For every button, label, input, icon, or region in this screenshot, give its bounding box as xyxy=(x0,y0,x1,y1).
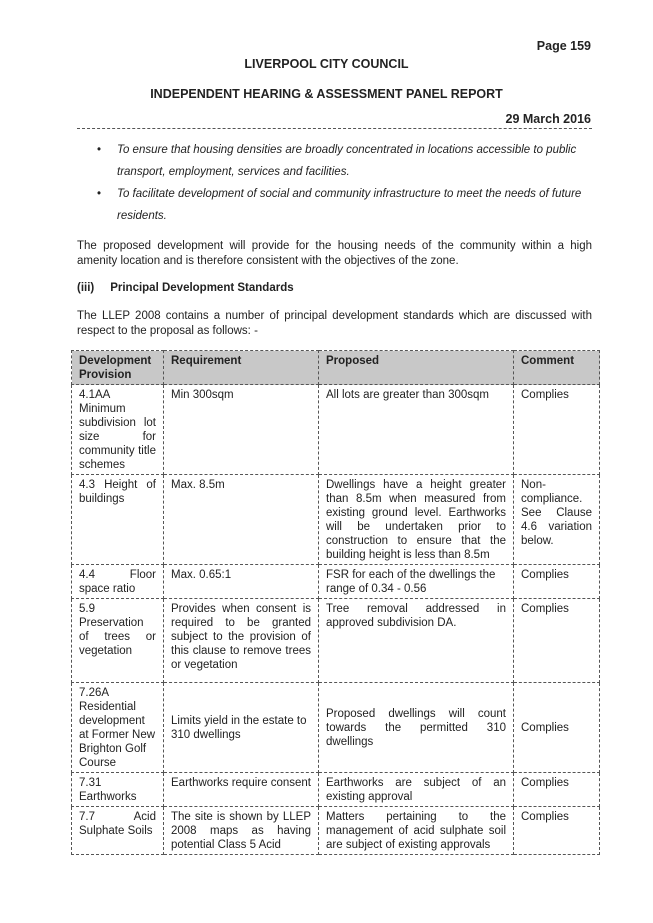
table-cell: Dwellings have a height greater than 8.5m when measured from existing ground level. Earthworks will be undertaken prior to construction to ensure that the building height is less than 8.5m xyxy=(319,475,514,565)
table-cell: 7.31 Earthworks xyxy=(72,773,164,807)
subheading-number: (iii) xyxy=(77,282,95,294)
table-cell: 4.4 Floor space ratio xyxy=(72,565,164,599)
table-cell: Complies xyxy=(514,807,600,855)
subheading-title: Principal Development Standards xyxy=(110,282,294,294)
objective-item: • To ensure that housing densities are broadly concentrated in locations accessible to public transport, employment, services and facilities. xyxy=(95,139,595,183)
table-row xyxy=(72,683,600,773)
table-cell: All lots are greater than 300sqm xyxy=(319,385,514,475)
table-row xyxy=(72,599,600,683)
table-cell: 5.9 Preservation of trees or vegetation xyxy=(72,599,164,683)
section-subheading xyxy=(77,282,294,294)
table-row xyxy=(72,807,600,855)
page-number: Page 159 xyxy=(536,39,591,53)
consistency-paragraph: The proposed development will provide for the housing needs of the community within a high amenity location and is therefore consistent with the objectives of the zone. xyxy=(77,240,592,267)
report-date: 29 March 2016 xyxy=(505,112,591,126)
table-cell: Min 300sqm xyxy=(164,385,319,475)
report-title: INDEPENDENT HEARING & ASSESSMENT PANEL REPORT xyxy=(150,87,503,101)
table-cell: FSR for each of the dwellings the range of 0.34 - 0.56 xyxy=(319,565,514,599)
development-standards-table xyxy=(71,350,600,855)
table-cell: Proposed dwellings will count towards the permitted 310 dwellings xyxy=(319,683,514,773)
table-cell: The site is shown by LLEP 2008 maps as having potential Class 5 Acid xyxy=(164,807,319,855)
table-row xyxy=(72,475,600,565)
table-cell: Tree removal addressed in approved subdivision DA. xyxy=(319,599,514,683)
table-cell: Max. 8.5m xyxy=(164,475,319,565)
table-cell: Complies xyxy=(514,385,600,475)
column-header: Comment xyxy=(514,351,600,385)
table-header-row xyxy=(72,351,600,385)
table-cell: Max. 0.65:1 xyxy=(164,565,319,599)
council-name: LIVERPOOL CITY COUNCIL xyxy=(244,57,409,71)
header-rule xyxy=(77,128,592,129)
objective-item: • To facilitate development of social and community infrastructure to meet the needs of future residents. xyxy=(95,183,595,227)
table-row xyxy=(72,385,600,475)
column-header: Requirement xyxy=(164,351,319,385)
objectives-list xyxy=(95,139,595,227)
table-cell: Complies xyxy=(514,599,600,683)
table-cell: Complies xyxy=(514,565,600,599)
table-cell: Limits yield in the estate to 310 dwellings xyxy=(164,683,319,773)
table-cell: Earthworks are subject of an existing approval xyxy=(319,773,514,807)
table-cell: Provides when consent is required to be granted subject to the provision of this clause to remove trees or vegetation xyxy=(164,599,319,683)
table-cell: Complies xyxy=(514,773,600,807)
table-cell: 4.3 Height of buildings xyxy=(72,475,164,565)
table-cell: 7.7 Acid Sulphate Soils xyxy=(72,807,164,855)
table-cell: Non-compliance. See Clause 4.6 variation below. xyxy=(514,475,600,565)
table-row xyxy=(72,565,600,599)
table-cell: Matters pertaining to the management of acid sulphate soil are subject of existing approvals xyxy=(319,807,514,855)
table-cell: Complies xyxy=(514,683,600,773)
column-header: Proposed xyxy=(319,351,514,385)
table-cell: Earthworks require consent xyxy=(164,773,319,807)
table-row xyxy=(72,773,600,807)
column-header: Development Provision xyxy=(72,351,164,385)
standards-intro-paragraph: The LLEP 2008 contains a number of principal development standards which are discussed with respect to the proposal as follows: - xyxy=(77,310,592,337)
table-cell: 7.26A Residential development at Former New Brighton Golf Course xyxy=(72,683,164,773)
table-cell: 4.1AA Minimum subdivision lot size for community title schemes xyxy=(72,385,164,475)
